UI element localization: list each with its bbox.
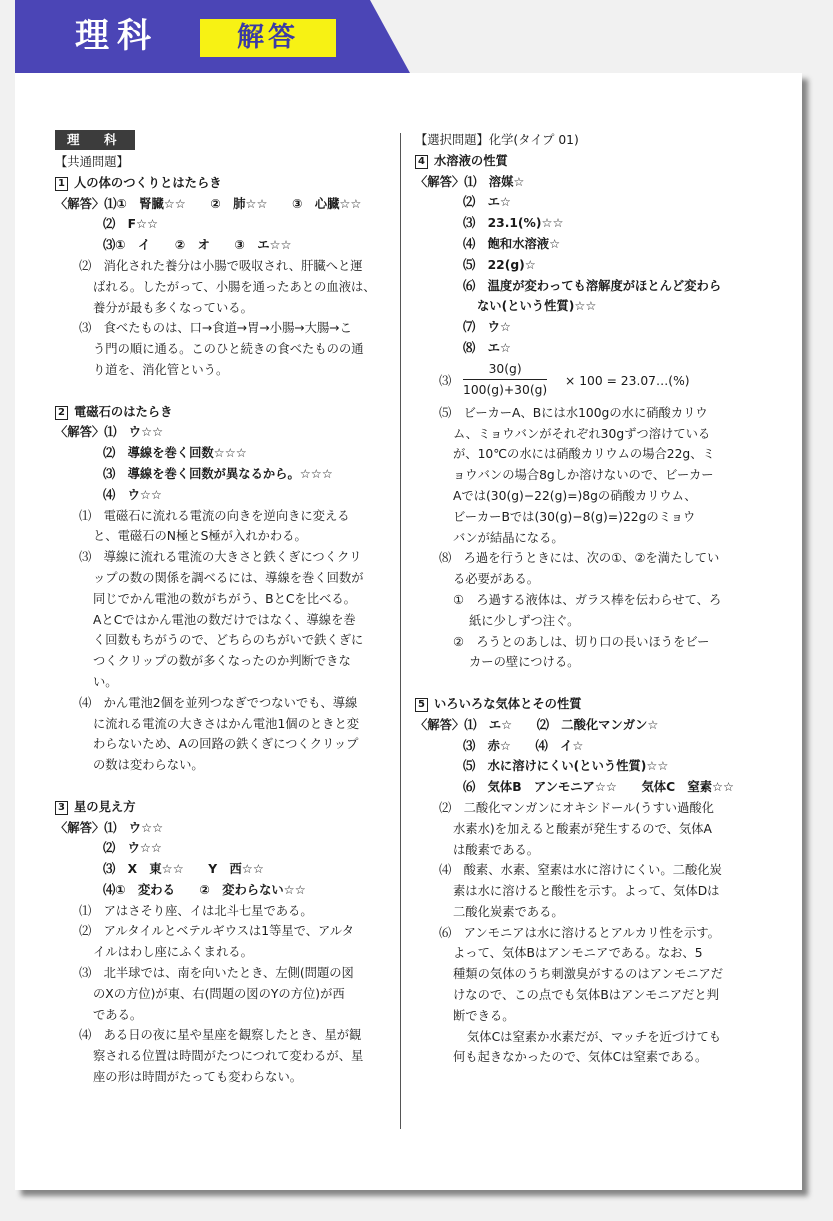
question-title: 星の見え方 xyxy=(74,799,136,814)
explanation-line: る必要がある。 xyxy=(453,572,540,587)
answer-line: ⑵ F☆☆ xyxy=(103,217,159,232)
explanation-line: ⑵ 消化された養分は小腸で吸収され、肝臓へと運 xyxy=(79,258,363,273)
question-title: 水溶液の性質 xyxy=(434,153,508,168)
answer-line: ⑷ ウ☆☆ xyxy=(103,487,162,502)
explanation-line: カーの壁につける。 xyxy=(469,655,580,670)
numerator: 30(g) xyxy=(463,359,547,380)
explanation-line: り道を、消化管という。 xyxy=(93,362,229,377)
spacer xyxy=(55,776,385,797)
explanation-line: である。 xyxy=(93,1007,143,1022)
explanation-line: ⑷ 酸素、水素、窒素は水に溶けにくい。二酸化炭 xyxy=(439,863,722,878)
explanation-line: に流れる電流の大きさはかん電池1個のときと変 xyxy=(93,716,360,731)
explanation-line: ⑻ ろ過を行うときには、次の①、②を満たしてい xyxy=(439,551,720,566)
question-number: 2 xyxy=(55,406,68,420)
formula-result: × 100 = 23.07…(%) xyxy=(565,373,690,388)
question-title: 電磁石のはたらき xyxy=(74,404,173,419)
answer-line: ⑵ ウ☆☆ xyxy=(103,841,162,856)
explanation-line: は酸素である。 xyxy=(453,842,540,857)
explanation-line: 養分が最も多くなっている。 xyxy=(93,300,253,315)
explanation-line: ⑵ アルタイルとベテルギウスは1等星で、アルタ xyxy=(79,924,354,939)
spacer xyxy=(55,381,385,402)
answer-line: ⑷ 飽和水溶液☆ xyxy=(463,236,561,251)
question-heading xyxy=(55,173,385,194)
answer-line: 〈解答〉⑴ ウ☆☆ xyxy=(55,820,164,835)
question-number: 5 xyxy=(415,698,428,712)
explanation-line: 察される位置は時間がたつにつれて変わるが、星 xyxy=(93,1049,364,1064)
answer-line: ⑸ 水に溶けにくい(という性質)☆☆ xyxy=(463,759,669,774)
explanation-line: AとCではかん電池の数だけではなく、導線を巻 xyxy=(93,612,356,627)
explanation-line: つくクリップの数が多くなったのか判断できな xyxy=(93,654,351,669)
answer-line: ⑷① 変わる ② 変わらない☆☆ xyxy=(103,882,306,897)
answer-line: 〈解答〉⑴ ウ☆☆ xyxy=(55,425,164,440)
explanation-line: ① ろ過する液体は、ガラス棒を伝わらせて、ろ xyxy=(453,592,722,607)
explanation-line: のXの方位)が東、右(問題の図のYの方位)が西 xyxy=(93,986,345,1001)
answer-line: ⑵ エ☆ xyxy=(463,195,511,210)
explanation-line: 【選択問題】化学(タイプ 01) xyxy=(415,133,579,147)
explanation-line: う門の順に通る。このひと続きの食べたものの通 xyxy=(93,342,364,357)
question-number: 3 xyxy=(55,801,68,815)
question-heading xyxy=(55,797,385,818)
explanation-line: 素は水に溶けると酸性を示す。よって、気体Dは xyxy=(453,884,720,899)
explanation-line: けなので、この点でも気体Bはアンモニアだと判 xyxy=(453,988,719,1003)
explanation-line: 水素水)を加えると酸素が発生するので、気体A xyxy=(453,821,712,836)
explanation-line: 座の形は時間がたっても変わらない。 xyxy=(93,1070,303,1085)
explanation-line: 種類の気体のうち刺激臭がするのはアンモニアだ xyxy=(453,967,724,982)
question-heading xyxy=(55,402,385,423)
answer-sheet xyxy=(15,73,802,1190)
explanation-line: 断できる。 xyxy=(453,1008,515,1023)
explanation-line: ビーカーBでは(30(g)−8(g)=)22gのミョウ xyxy=(453,509,696,524)
explanation-line: ⑷ ある日の夜に星や星座を観察したとき、星が観 xyxy=(79,1028,362,1043)
explanation-line: バンが結晶になる。 xyxy=(453,530,564,545)
explanation-line: 紙に少しずつ注ぐ。 xyxy=(469,613,580,628)
answer-line: ⑺ ウ☆ xyxy=(463,320,511,335)
explanation-line: と、電磁石のN極とS極が入れかわる。 xyxy=(93,529,307,544)
explanation-line: わらないため、Aの回路の鉄くぎにつくクリップ xyxy=(93,737,359,752)
explanation-line: い。 xyxy=(93,674,118,689)
answer-line: ⑶ 導線を巻く回数が異なるから。☆☆☆ xyxy=(103,466,333,481)
question-heading xyxy=(415,694,750,715)
answer-line: ⑻ エ☆ xyxy=(463,340,511,355)
explanation-line: ⑵ 二酸化マンガンにオキシドール(うすい過酸化 xyxy=(439,800,714,815)
question-title: いろいろな気体とその性質 xyxy=(434,696,582,711)
explanation-line: が、10℃の水には硝酸カリウムの場合22g、ミ xyxy=(453,447,715,462)
explanation-line: ⑶ 北半球では、南を向いたとき、左側(問題の図 xyxy=(79,966,354,981)
fraction xyxy=(463,359,547,400)
answer-line: 〈解答〉⑴ エ☆ ⑵ 二酸化マンガン☆ xyxy=(415,717,659,732)
explanation-line: く回数もちがうので、どちらのちがいで鉄くぎに xyxy=(93,633,364,648)
formula xyxy=(415,359,750,403)
question-number: 4 xyxy=(415,155,428,169)
answer-line: ⑶ 23.1(%)☆☆ xyxy=(463,216,564,231)
explanation-line: ップの数の関係を調べるには、導線を巻く回数が xyxy=(93,570,364,585)
answer-line: ⑵ 導線を巻く回数☆☆☆ xyxy=(103,446,247,461)
answer-line: ⑹ 気体B アンモニア☆☆ 気体C 窒素☆☆ xyxy=(463,780,735,795)
question-number: 1 xyxy=(55,177,68,191)
explanation-line: ム、ミョウバンがそれぞれ30gずつ溶けている xyxy=(453,426,711,441)
denominator: 100(g)+30(g) xyxy=(463,382,548,397)
explanation-line: Aでは(30(g)−22(g)=)8gの硝酸カリウム、 xyxy=(453,488,697,503)
left-column xyxy=(55,130,385,1088)
explanation-line: イルはわし座にふくまれる。 xyxy=(93,945,253,960)
explanation-line: ⑴ 電磁石に流れる電流の向きを逆向きに変える xyxy=(79,508,350,523)
answer-line: 〈解答〉⑴① 腎臓☆☆ ② 肺☆☆ ③ 心臓☆☆ xyxy=(55,196,362,211)
question-title: 人の体のつくりとはたらき xyxy=(74,175,222,190)
answer-line: ⑸ 22(g)☆ xyxy=(463,257,536,272)
answer-line: ⑶① イ ② オ ③ エ☆☆ xyxy=(103,238,292,253)
explanation-line: ⑴ アはさそり座、イは北斗七星である。 xyxy=(79,903,313,918)
formula-label: ⑶ xyxy=(439,373,452,388)
explanation-line: ⑶ 食べたものは、口→食道→胃→小腸→大腸→こ xyxy=(79,321,352,336)
explanation-line: ョウバンの場合8gしか溶けないので、ビーカー xyxy=(453,468,714,483)
spacer xyxy=(415,673,750,694)
subject-tag-row xyxy=(55,130,385,152)
answer-line: ⑹ 温度が変わっても溶解度がほとんど変わら xyxy=(463,278,722,293)
explanation-line: の数は変わらない。 xyxy=(93,758,204,773)
explanation-line: よって、気体Bはアンモニアである。なお、5 xyxy=(453,946,703,961)
explanation-line: 二酸化炭素である。 xyxy=(453,904,564,919)
page-title: 理科 xyxy=(75,16,159,56)
explanation-line: ⑸ ビーカーA、Bには水100gの水に硝酸カリウ xyxy=(439,405,708,420)
answer-line: ⑶ X 東☆☆ Y 西☆☆ xyxy=(103,862,264,877)
explanation-line: 【共通問題】 xyxy=(55,155,129,169)
explanation-line: ⑷ かん電池2個を並列つなぎでつないでも、導線 xyxy=(79,695,358,710)
answer-line: ない(という性質)☆☆ xyxy=(477,299,597,314)
answer-line: ⑶ 赤☆ ⑷ イ☆ xyxy=(463,738,584,753)
explanation-line: 同じでかん電池の数がちがう、BとCを比べる。 xyxy=(93,591,356,606)
explanation-line: ばれる。したがって、小腸を通ったあとの血液は、 xyxy=(93,279,376,294)
column-divider xyxy=(400,133,401,1129)
answer-line: 〈解答〉⑴ 溶媒☆ xyxy=(415,174,525,189)
explanation-line: ② ろうとのあしは、切り口の長いほうをビー xyxy=(453,634,710,649)
explanation-line: 何も起きなかったので、気体Cは窒素である。 xyxy=(453,1050,708,1065)
right-column xyxy=(415,130,750,1068)
answer-badge: 解答 xyxy=(200,19,336,57)
explanation-line: ⑶ 導線に流れる電流の大きさと鉄くぎにつくクリ xyxy=(79,550,362,565)
question-heading xyxy=(415,151,750,172)
subject-tag: 理 科 xyxy=(55,130,135,150)
explanation-line: ⑹ アンモニアは水に溶けるとアルカリ性を示す。 xyxy=(439,925,720,940)
explanation-line: 気体Cは窒素か水素だが、マッチを近づけても xyxy=(467,1029,722,1044)
